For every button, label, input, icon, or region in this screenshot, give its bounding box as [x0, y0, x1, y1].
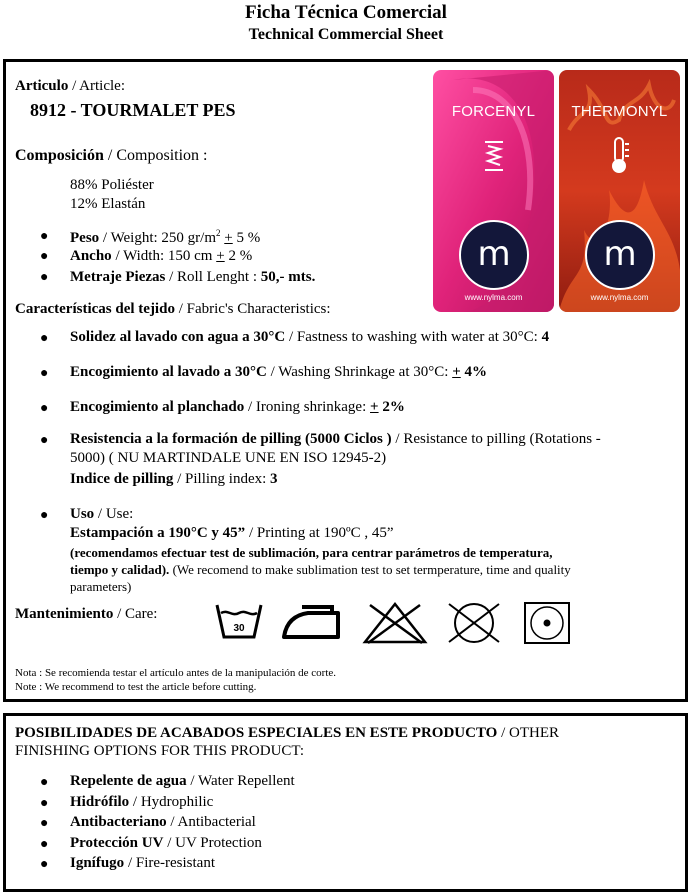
card-url: www.nylma.com	[590, 293, 649, 302]
bullet: ●	[40, 508, 49, 523]
bullet: ●	[40, 433, 49, 448]
nylma-logo: m	[459, 220, 529, 290]
weight-spec: Peso / Weight: 250 $gr/m^2 + 5$ %	[70, 228, 261, 246]
wash-30-icon	[214, 601, 264, 643]
article-code: 8912 - TOURMALET PES	[30, 100, 236, 120]
finishing-title: POSIBILIDADES DE ACABADOS ESPECIALES EN ESTE PRODUCTO / OTHER	[15, 725, 560, 741]
bullet: ●	[40, 816, 49, 831]
card-url: www.nylma.com	[464, 293, 523, 302]
finishing-item: Hidrófilo / Hydrophilic	[70, 794, 214, 810]
finishing-title-cont: FINISHING OPTIONS FOR THIS PRODUCT:	[15, 743, 305, 759]
bullet: ●	[40, 775, 49, 790]
thermonyl-brand: THERMONYL	[571, 103, 668, 120]
finishing-item: Antibacteriano / Antibacterial	[70, 814, 256, 830]
finishing-item: Ignífugo / Fire-resistant	[70, 855, 216, 871]
bullet: ●	[40, 796, 49, 811]
roll-spec: Metraje Piezas / Roll Lenght : 50,- mts.	[70, 269, 316, 285]
forcenyl-card	[433, 70, 554, 312]
composition-item: 88% Poliéster	[70, 177, 154, 193]
bullet: ●	[40, 331, 49, 346]
svg-text:30: 30	[233, 623, 245, 634]
page-title: Ficha Técnica Comercial	[245, 2, 447, 23]
thermonyl-card	[559, 70, 680, 312]
ironing-shrinkage: Encogimiento al planchado / Ironing shrinkage: + 2%	[70, 399, 405, 415]
bullet: ●	[40, 837, 49, 852]
iron-icon	[282, 601, 342, 641]
bullet: ●	[40, 401, 49, 416]
printing-conditions: Estampación a 190°C y 45” / Printing at 190ºC , 45”	[70, 525, 394, 541]
page-subtitle: Technical Commercial Sheet	[248, 26, 444, 43]
pilling-resistance: Resistencia a la formación de pilling (5000 Ciclos ) / Resistance to pilling (Rotations -	[70, 431, 601, 447]
sublimation-note: (recomendamos efectuar test de sublimación, para centrar parámetros de temperatura,	[70, 545, 553, 560]
bullet: ●	[40, 249, 49, 264]
care-label: Mantenimiento / Care:	[15, 606, 158, 622]
composition-label: Composición / Composition :	[15, 147, 208, 164]
characteristics-label: Características del tejido / Fabric's Characteristics:	[15, 301, 331, 317]
bullet: ●	[40, 366, 49, 381]
bullet: ●	[40, 229, 49, 244]
finishing-item: Protección UV / UV Protection	[70, 835, 262, 851]
bullet: ●	[40, 270, 49, 285]
washing-shrinkage: Encogimiento al lavado a 30°C / Washing Shrinkage at 30°C: + 4%	[70, 364, 487, 380]
nylma-logo: m	[585, 220, 655, 290]
width-spec: Ancho / Width: 150 cm + 2 %	[70, 248, 253, 264]
pilling-index: Indice de pilling / Pilling index: 3	[70, 471, 278, 487]
note-es: Nota : Se recomienda testar el artículo antes de la manipulación de corte.	[15, 667, 337, 679]
sublimation-note: tiempo y calidad). (We recomend to make sublimation test to set termperature, time and quality	[70, 562, 571, 577]
pilling-resistance-cont: 5000) ( NU MARTINDALE UNE EN ISO 12945-2)	[70, 450, 387, 466]
use-label: Uso / Use:	[70, 506, 134, 522]
sublimation-note: parameters)	[70, 579, 132, 594]
note-en: Note : We recommend to test the article before cutting.	[15, 681, 257, 693]
composition-item: 12% Elastán	[70, 196, 146, 212]
article-label: Articulo / Article:	[15, 78, 125, 94]
no-dry-clean-icon	[443, 601, 505, 645]
forcenyl-brand: FORCENYL	[451, 103, 536, 120]
bullet: ●	[40, 857, 49, 872]
tumble-dry-low-icon	[523, 601, 571, 645]
finishing-item: Repelente de agua / Water Repellent	[70, 773, 295, 789]
washing-fastness: Solidez al lavado con agua a 30°C / Fastness to washing with water at 30°C: 4	[70, 329, 550, 345]
no-bleach-icon	[362, 601, 428, 645]
